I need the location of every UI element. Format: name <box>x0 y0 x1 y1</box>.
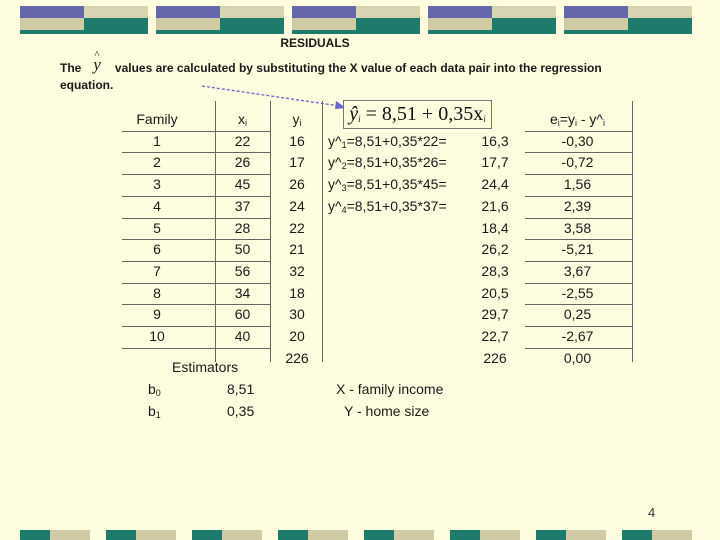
table-row-residual: -2,55 <box>561 284 594 301</box>
table-row-residual: -0,72 <box>561 154 594 171</box>
b0-value: 8,51 <box>227 381 255 397</box>
table-row-residual: -5,21 <box>561 241 594 258</box>
b1-value: 0,35 <box>227 403 255 419</box>
table-row-yhat: 20,5 <box>481 284 509 301</box>
y-hat-symbol: ^ y <box>93 56 101 73</box>
table-row-y: 18 <box>289 284 305 301</box>
row-divider <box>525 326 632 327</box>
row-divider <box>122 304 270 305</box>
column-divider <box>632 101 633 362</box>
top-decoration <box>20 6 700 34</box>
table-row-x: 40 <box>234 328 251 344</box>
formula-lhs-sub: i <box>358 114 361 124</box>
row-divider <box>525 218 632 219</box>
row-divider <box>122 261 270 262</box>
table-row-x: 56 <box>234 262 251 279</box>
formula-lhs: ŷ <box>349 103 359 125</box>
decor-block <box>292 6 420 34</box>
table-row-family: 1 <box>153 132 161 149</box>
table-row-y: 20 <box>289 328 305 344</box>
row-divider <box>122 348 270 349</box>
table-row-family: 9 <box>153 306 161 323</box>
formula-rhs: = 8,51 + 0,35x <box>360 103 484 125</box>
table-row-y: 16 <box>289 132 305 149</box>
table-row-family: 4 <box>153 197 161 214</box>
table-row-y: 21 <box>289 241 305 258</box>
table-row-residual: -2,67 <box>561 328 594 344</box>
table-row-yhat: 17,7 <box>481 154 509 171</box>
intro-body: values are calculated by substituting the X value of each data pair into the regression equation. <box>60 61 602 92</box>
decor-block <box>156 6 284 34</box>
table-row-y: 30 <box>289 306 305 323</box>
decor-block <box>20 6 148 34</box>
table-row-family: 2 <box>153 154 161 171</box>
table-row-x: 26 <box>234 154 251 171</box>
table-row-y: 26 <box>289 176 305 193</box>
table-row-family: 5 <box>153 219 161 236</box>
table-row-calculation: $y\^{}_4=8,51+0,35*37=$ <box>328 197 447 215</box>
table-row-residual: -0,30 <box>561 132 594 149</box>
header-residual: $e_i=y_i$ - $y\^{}_i$ <box>550 111 605 128</box>
row-divider <box>122 196 270 197</box>
table-row-yhat: 22,7 <box>481 328 509 344</box>
table-row-yhat: 18,4 <box>481 219 509 236</box>
table-row-yhat: 26,2 <box>481 241 509 258</box>
table-row-residual: 1,56 <box>563 176 592 193</box>
row-divider <box>122 239 270 240</box>
table-row-y: 17 <box>289 154 305 171</box>
column-divider <box>270 101 271 362</box>
decor-block <box>564 6 692 34</box>
table-row-residual: 3,67 <box>563 262 592 279</box>
x-variable-description: X - family income <box>336 381 444 397</box>
total-y: 226 <box>285 349 309 366</box>
table-row-residual: 3,58 <box>563 219 592 236</box>
row-divider <box>122 326 270 327</box>
header-y: $y_i$ <box>292 111 302 128</box>
row-divider <box>525 196 632 197</box>
table-row-yhat: 29,7 <box>481 306 509 323</box>
table-row-x: 45 <box>234 176 251 193</box>
table-row-x: 60 <box>234 306 251 323</box>
row-divider <box>525 283 632 284</box>
table-row-family: 3 <box>153 176 161 193</box>
table-row-x: 34 <box>234 284 251 301</box>
row-divider <box>122 283 270 284</box>
slide-title: RESIDUALS <box>280 36 350 50</box>
b1-label: $b_1$ <box>148 403 161 420</box>
table-row-family: 8 <box>153 284 161 301</box>
row-divider <box>122 218 270 219</box>
table-row-y: 24 <box>289 197 305 214</box>
table-row-family: 7 <box>153 262 161 279</box>
row-divider <box>525 304 632 305</box>
table-row-x: 37 <box>234 197 251 214</box>
column-divider <box>322 101 323 362</box>
header-family: Family <box>136 111 178 127</box>
table-row-y: 22 <box>289 219 305 236</box>
table-row-yhat: 28,3 <box>481 262 509 279</box>
y-variable-description: Y - home size <box>344 403 430 419</box>
table-row-y: 32 <box>289 262 305 279</box>
row-divider <box>525 239 632 240</box>
table-row-yhat: 16,3 <box>481 132 509 149</box>
row-divider <box>122 131 270 132</box>
table-row-residual: 2,39 <box>563 197 592 214</box>
table-row-residual: 0,25 <box>563 306 592 323</box>
decor-block <box>428 6 556 34</box>
regression-equation <box>343 100 492 129</box>
row-divider <box>525 174 632 175</box>
row-divider <box>122 152 270 153</box>
table-row-x: 22 <box>234 132 251 149</box>
table-row-calculation: $y\^{}_2=8,51+0,35*26=$ <box>328 154 447 172</box>
row-divider <box>525 261 632 262</box>
estimators-heading: Estimators <box>172 359 239 375</box>
intro-prefix: The <box>60 61 82 75</box>
row-divider <box>122 174 270 175</box>
table-row-family: 6 <box>153 241 161 258</box>
table-row-x: 50 <box>234 241 251 258</box>
b0-label: $b_0$ <box>148 381 161 398</box>
table-row-yhat: 21,6 <box>481 197 509 214</box>
row-divider <box>525 131 632 132</box>
table-row-calculation: $y\^{}_3=8,51+0,35*45=$ <box>328 176 447 194</box>
row-divider <box>525 152 632 153</box>
table-row-calculation: $y\^{}_1=8,51+0,35*22=$ <box>328 132 447 150</box>
page-number: 4 <box>648 505 656 520</box>
column-divider <box>215 101 216 362</box>
table-row-family: 10 <box>149 328 165 344</box>
bottom-decoration <box>20 530 700 540</box>
total-residual: 0,00 <box>563 349 592 366</box>
table-row-x: 28 <box>234 219 251 236</box>
header-x: $x_i$ <box>238 111 247 128</box>
row-divider <box>525 348 632 349</box>
formula-rhs-sub: i <box>483 114 486 124</box>
table-row-yhat: 24,4 <box>481 176 509 193</box>
total-yhat: 226 <box>483 349 507 366</box>
